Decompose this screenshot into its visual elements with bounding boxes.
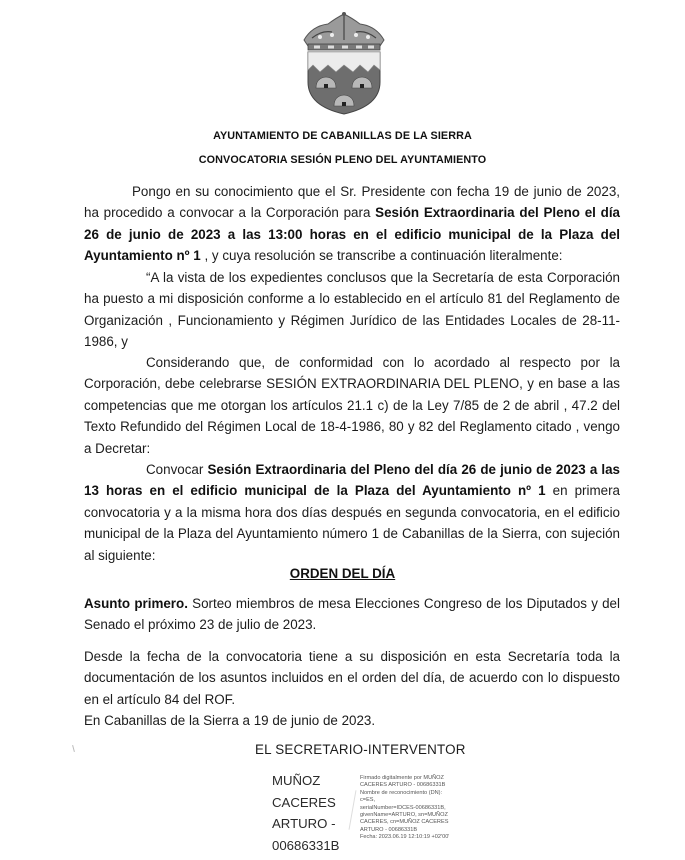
quoted-resolution-paragraph: “A la vista de los expedientes conclusos que la Secretaría de esta Corporación ha puesto a mi disposición conforme a lo establecido en el artículo 81 del Reglamento de Organización , Funcionamiento y Régimen Jurídico de las Entidades Locales de 28-11-1986, y [84,270,620,350]
agenda-item-label: Asunto primero. [84,596,188,611]
decree-session-highlight: Sesión Extraordinaria del Pleno del día 26 de junio de 2023 a las 13 horas en el edificio municipal de la Plaza del Ayuntamiento nº 1 [84,462,621,499]
agenda-item [84,593,620,636]
session-highlight: Sesión Extraordinaria del Pleno el día 26 de junio de 2023 a las 13:00 horas en el edificio municipal de la Plaza del Ayuntamiento nº 1 [84,205,620,264]
documentation-paragraph: Desde la fecha de la convocatoria tiene a su disposición en esta Secretaría toda la documentación de los asuntos incluidos en el orden del día, de acuerdo con lo dispuesto en el artículo 84 del ROF. [84,649,620,707]
signer-name: MUÑOZ CACERES ARTURO - 00686331B [272,773,340,853]
intro-paragraph: Pongo en su conocimiento que el Sr. Presidente con fecha 19 de junio de 2023, ha procedido a convocar a la Corporación para Sesión Extraordinaria del Pleno el día 26 de junio de 2023 a las 13:00 horas en el edificio municipal de la Plaza del Ayuntamiento nº 1 , y cuya resolución se transcribe a continuación literalmente: [84,184,620,264]
agenda-title: ORDEN DEL DÍA [289,566,396,581]
crown-icon [304,12,384,50]
document-title: CONVOCATORIA SESIÓN PLENO DEL AYUNTAMIENTO [198,154,487,166]
decree-paragraph: Convocar Sesión Extraordinaria del Pleno del día 26 de junio de 2023 a las 13 horas en el edificio municipal de la Plaza del Ayuntamiento nº 1 en primera convocatoria y a la misma hora dos días después en segunda convocatoria, en el edificio municipal de la Plaza del Ayuntamiento número 1 de Cabanillas de la Sierra, con sujeción al siguiente: [84,462,621,563]
coat-of-arms-icon [298,10,390,115]
organization-name: AYUNTAMIENTO DE CABANILLAS DE LA SIERRA [213,130,472,142]
digital-signature-details: Firmado digitalmente por MUÑOZ CACERES ARTURO - 00686331B Nombre de reconocimiento (DN): c=ES, serialNumber=IDCES-00686331B, givenName=ARTURO, sn=MUÑOZ CACERES, cn=MUÑOZ CACERES ARTURO - 00686331B Fecha: 2023.06.19 12:10:19 +02'00' [360,775,450,841]
agenda-item-text: Sorteo miembros de mesa Elecciones Congreso de los Diputados y del Senado el próximo 23 de julio de 2023. [84,596,620,633]
scan-artifact [72,745,75,752]
signer-role: EL SECRETARIO-INTERVENTOR [255,742,466,757]
place-date-line: En Cabanillas de la Sierra a 19 de junio de 2023. [84,713,376,728]
shield-icon [308,52,380,114]
considering-paragraph: Considerando que, de conformidad con lo acordado al respecto por la Corporación, debe celebrarse SESIÓN EXTRAORDINARIA DEL PLENO, y en base a las competencias que me otorgan los artículos 21.1 c) de la Ley 7/85 de 2 de abril , 47.2 del Texto Refundido del Régimen Local de 18-4-1986, 80 y 82 del Reglamento citado , vengo a Decretar: [84,355,620,456]
